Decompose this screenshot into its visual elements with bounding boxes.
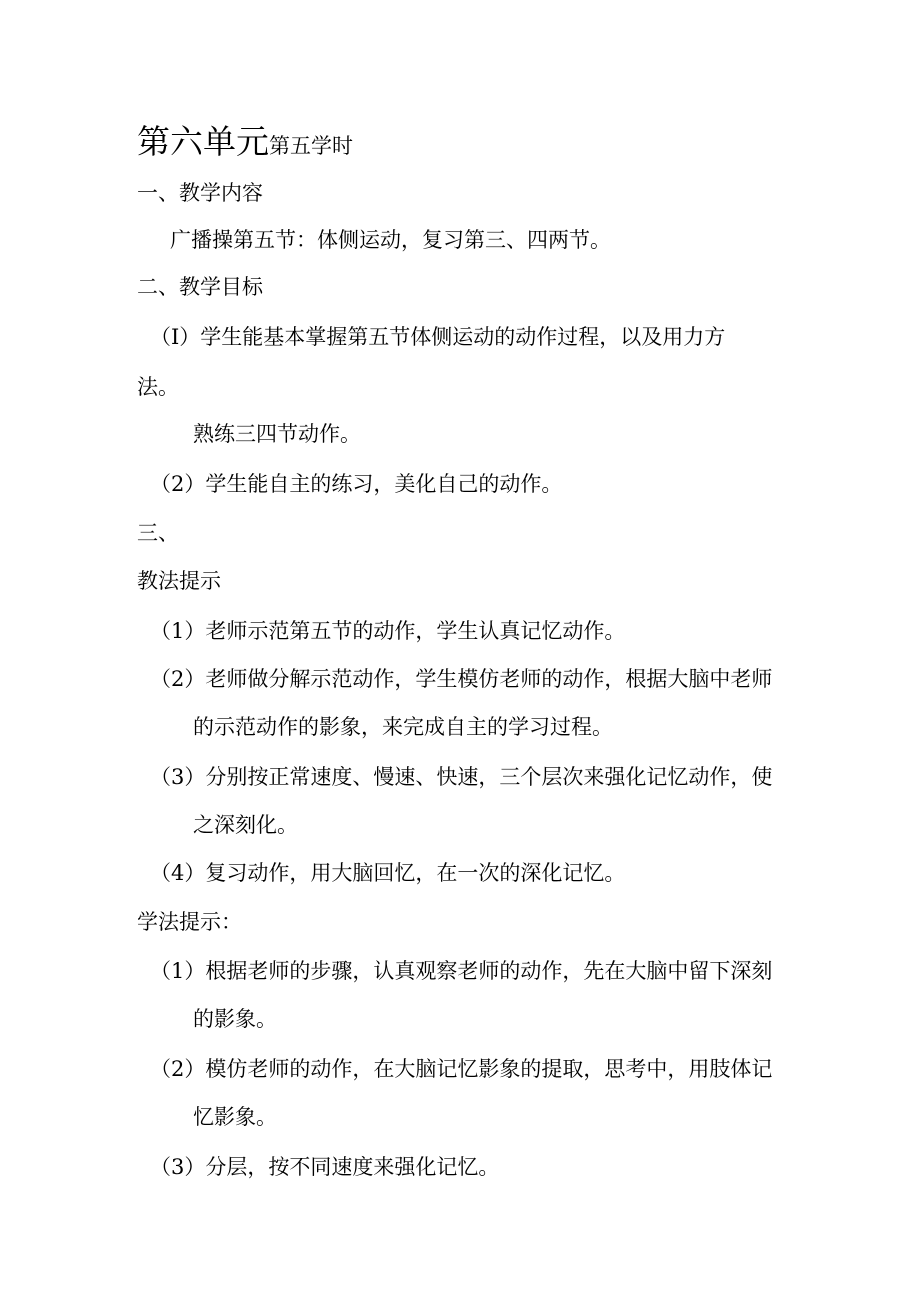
section-heading-3: 三、 bbox=[137, 521, 179, 545]
goal-item-2: （2）学生能自主的练习，美化自己的动作。 bbox=[150, 472, 563, 496]
section-heading-goals: 二、教学目标 bbox=[137, 275, 263, 299]
goal-item-1: （I）学生能基本掌握第五节体侧运动的动作过程，以及用力方 bbox=[150, 325, 726, 349]
title-sub: 第五学时 bbox=[269, 134, 353, 158]
learning-tip-2-continued: 忆影象。 bbox=[193, 1105, 277, 1129]
teaching-tip-1: （1）老师示范第五节的动作，学生认真记忆动作。 bbox=[150, 619, 626, 643]
teaching-tip-3-continued: 之深刻化。 bbox=[193, 813, 298, 837]
teaching-tip-2: （2）老师做分解示范动作，学生模仿老师的动作，根据大脑中老师 bbox=[150, 667, 773, 691]
learning-tip-3: （3）分层，按不同速度来强化记忆。 bbox=[150, 1155, 500, 1179]
teaching-tip-2-continued: 的示范动作的影象，来完成自主的学习过程。 bbox=[193, 715, 613, 739]
teaching-tip-3: （3）分别按正常速度、慢速、快速，三个层次来强化记忆动作，使 bbox=[150, 765, 773, 789]
goal-item-1-continued: 法。 bbox=[137, 375, 179, 399]
teaching-tip-4: （4）复习动作，用大脑回忆，在一次的深化记忆。 bbox=[150, 861, 626, 885]
learning-tip-1: （1）根据老师的步骤，认真观察老师的动作，先在大脑中留下深刻 bbox=[150, 959, 773, 983]
learning-tip-1-continued: 的影象。 bbox=[193, 1007, 277, 1031]
teaching-tips-heading: 教法提示 bbox=[137, 569, 221, 593]
learning-tips-heading: 学法提示： bbox=[137, 910, 242, 934]
learning-tip-2: （2）模仿老师的动作，在大脑记忆影象的提取，思考中，用肢体记 bbox=[150, 1057, 773, 1081]
goal-item-1-extra: 熟练三四节动作。 bbox=[193, 422, 361, 446]
title-main: 第六单元 bbox=[137, 122, 269, 161]
section-content-text: 广播操第五节：体侧运动，复习第三、四两节。 bbox=[170, 228, 611, 252]
page-title bbox=[137, 120, 353, 170]
section-heading-content: 一、教学内容 bbox=[137, 181, 263, 205]
